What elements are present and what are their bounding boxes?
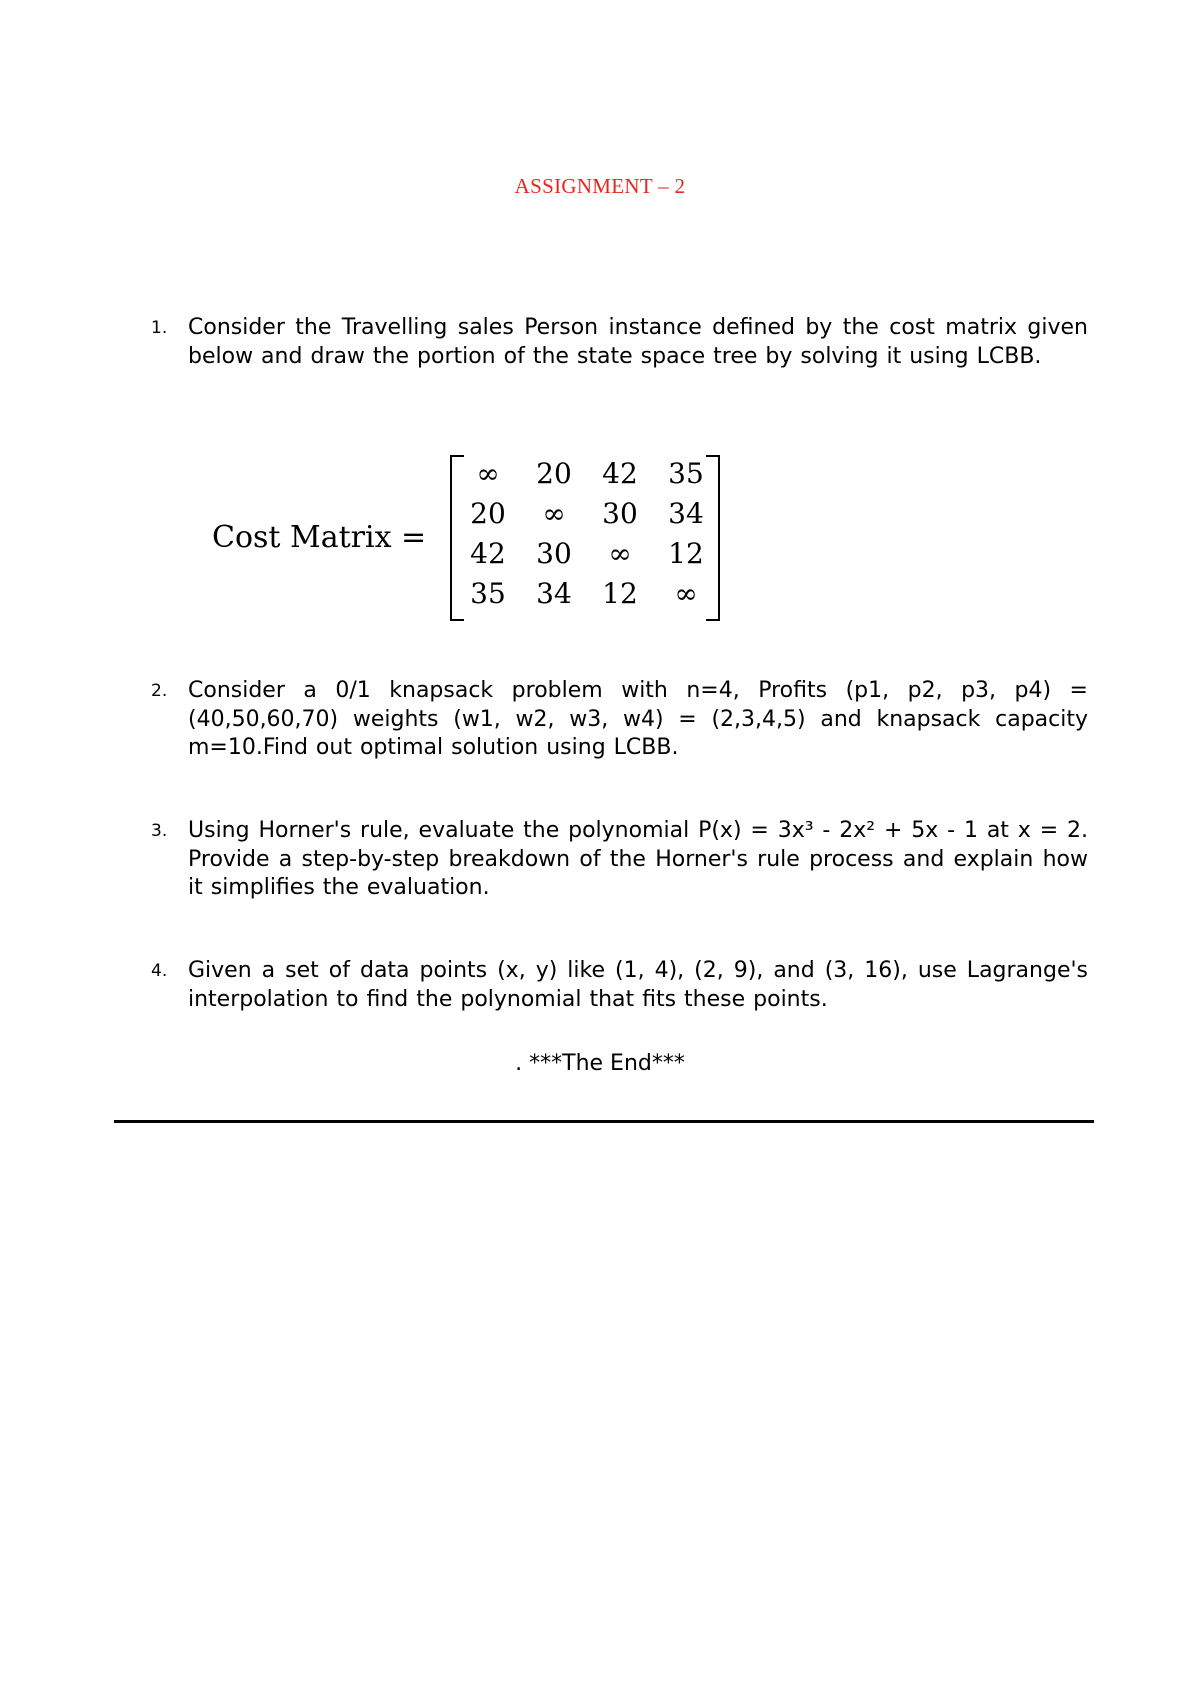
matrix-cell: 34 xyxy=(668,497,704,530)
matrix-cell: 35 xyxy=(470,577,506,610)
matrix-cell: 42 xyxy=(602,457,638,490)
horizontal-rule xyxy=(114,1120,1094,1123)
matrix-cell: 12 xyxy=(668,537,704,570)
matrix-cell: ∞ xyxy=(542,497,566,530)
matrix-cell: 20 xyxy=(536,457,572,490)
cost-matrix-figure xyxy=(212,455,732,625)
matrix-cell: 35 xyxy=(668,457,704,490)
end-marker: . ***The End*** xyxy=(515,1051,685,1076)
question-3-text: Using Horner's rule, evaluate the polynomial P(x) = 3x³ - 2x² + 5x - 1 at x = 2. Provide a step-by-step breakdown of the Horner's rule process and explain how it simplifies the evaluation. xyxy=(188,818,1088,900)
matrix-cell: 34 xyxy=(536,577,572,610)
question-4-text: Given a set of data points (x, y) like (1, 4), (2, 9), and (3, 16), use Lagrange's interpolation to find the polynomial that fits these points. xyxy=(188,958,1088,1012)
question-number: 3. xyxy=(151,821,168,841)
question-number: 1. xyxy=(151,318,168,338)
question-number: 2. xyxy=(151,681,168,701)
matrix-cell: 42 xyxy=(470,537,506,570)
matrix-label: Cost Matrix = xyxy=(212,520,427,555)
question-1-text: Consider the Travelling sales Person instance defined by the cost matrix given below and draw the portion of the state space tree by solving it using LCBB. xyxy=(188,315,1088,369)
matrix-cell: ∞ xyxy=(476,457,500,490)
matrix-cell: 12 xyxy=(602,577,638,610)
matrix-cell: 20 xyxy=(470,497,506,530)
question-number: 4. xyxy=(151,961,168,981)
cost-matrix xyxy=(450,455,720,620)
matrix-cell: 30 xyxy=(536,537,572,570)
assignment-title: ASSIGNMENT – 2 xyxy=(514,174,686,198)
matrix-cell: 30 xyxy=(602,497,638,530)
matrix-cell: ∞ xyxy=(608,537,632,570)
question-2-text: Consider a 0/1 knapsack problem with n=4, Profits (p1, p2, p3, p4) = (40,50,60,70) weights (w1, w2, w3, w4) = (2,3,4,5) and knapsack capacity m=10.Find out optimal solution using LCBB. xyxy=(188,678,1088,760)
matrix-cell: ∞ xyxy=(674,577,698,610)
